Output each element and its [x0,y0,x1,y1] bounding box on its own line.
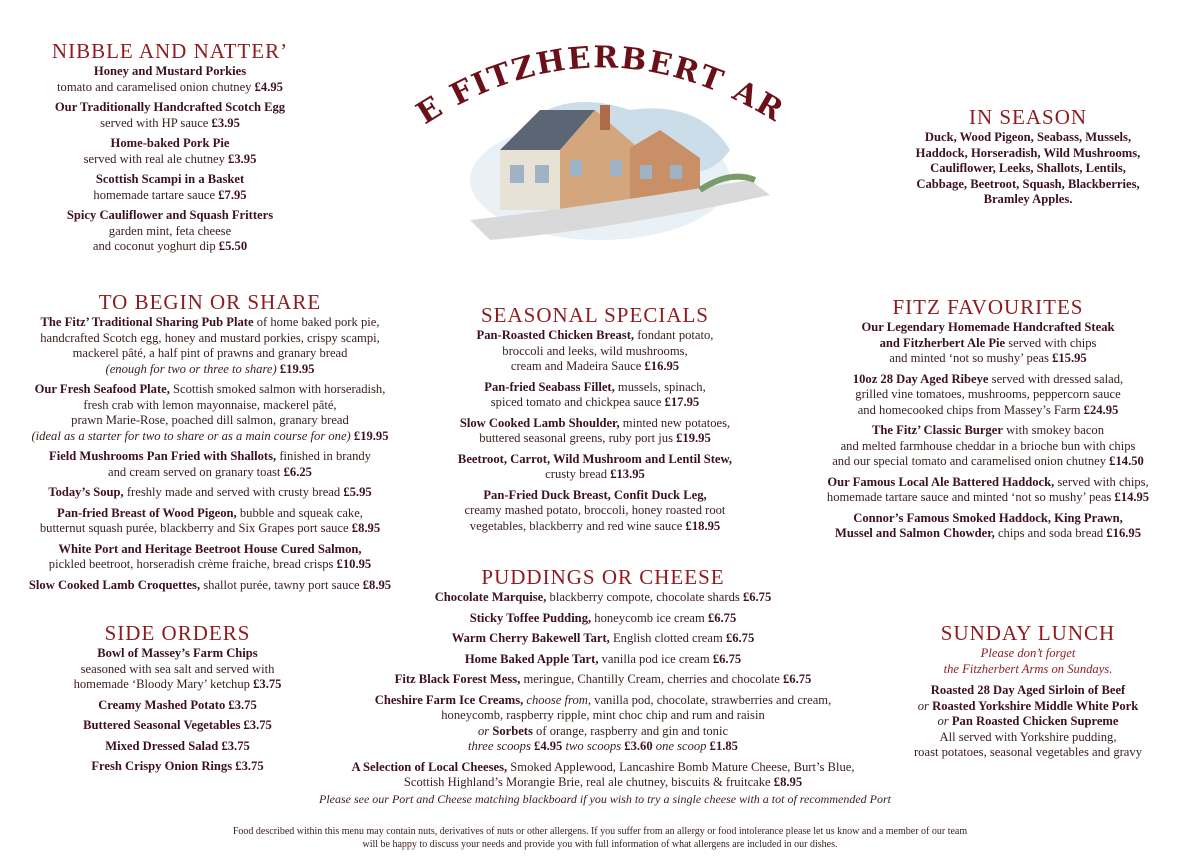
menu-item-line [900,177,1156,193]
dish-name: £17.95 [664,395,700,409]
description-text: seasoned with sea salt and served with [80,661,275,676]
dish-name: Sorbets [492,723,533,738]
dish-name: and Fitzherbert Ale Pie [879,335,1006,350]
menu-item-line [10,465,410,481]
menu-item-line [320,611,886,627]
svg-text:THE FITZHERBERT ARMS: E FITZHERBERT AR [410,40,790,132]
dish-name: Buttered Seasonal Vegetables £3.75 [83,718,272,732]
description-text: shallot purée, tawny port sauce [200,577,363,592]
menu-item [790,320,1186,367]
menu-item [10,382,410,444]
menu-item [320,672,886,688]
section-nibble [20,40,320,260]
menu-item-line [10,315,410,331]
menu-item-line [20,224,320,240]
dish-name: Pan-fried Breast of Wood Pigeon, [57,505,237,520]
menu-item [430,488,760,535]
menu-item-line [790,454,1186,470]
menu-item [900,683,1156,761]
dish-name: Chocolate Marquise, [434,590,547,604]
description-text: honeycomb ice cream [591,610,708,625]
menu-item-line [320,708,886,724]
description-text: honeycomb, raspberry ripple, mint choc chip and rum and raisin [441,708,765,722]
menu-item-line [20,172,320,188]
menu-item-line [790,439,1186,455]
description-text: minted new potatoes, [619,415,731,430]
description-text: and cream served on granary toast [108,464,284,479]
menu-item-line [20,208,320,224]
dish-name: £7.95 [218,187,247,202]
dish-name: £1.85 [709,739,738,753]
dish-name: Beetroot, Carrot, Wild Mushroom and Lentil Stew, [457,451,733,466]
dish-name: Mussel and Salmon Chowder, [835,526,995,540]
description-text: homemade ‘Bloody Mary’ ketchup [73,677,254,691]
menu-item-line [430,344,760,360]
section-title: SEASONAL SPECIALS [480,303,709,327]
dish-name: £10.95 [336,557,372,571]
menu-item-line [10,429,410,445]
dish-name: A Selection of Local Cheeses, [351,759,508,774]
menu-item [40,698,315,714]
menu-item [40,646,315,693]
menu-item-line [40,698,315,714]
dish-name: £5.50 [218,239,248,253]
description-text: All served with Yorkshire pudding, [939,729,1117,744]
dish-name: Our Legendary Homemade Handcrafted Steak [861,320,1115,334]
menu-item-line [430,503,760,519]
dish-name: £5.95 [343,485,372,499]
menu-item-line [10,521,410,537]
description-text: with smokey bacon [1002,423,1105,437]
menu-item-line [10,346,410,362]
menu-item-line [900,161,1156,177]
pub-logo [410,30,790,255]
description-text: English clotted cream [609,631,726,645]
menu-item-line [790,475,1186,491]
menu-item [790,511,1186,542]
description-text: pickled beetroot, horseradish crème fraiche, bread crisps [48,557,337,571]
dish-name: Haddock, Horseradish, Wild Mushrooms, [915,145,1141,160]
dish-name: Today’s Soup, [48,485,124,499]
menu-item [790,423,1186,470]
description-text: spiced tomato and chickpea sauce [490,395,665,409]
note-text: one scoop [655,739,710,753]
dish-name: £4.95 [254,79,283,94]
section-subtitle [900,646,1156,677]
dish-name: Creamy Mashed Potato £3.75 [98,697,257,712]
description-text: prawn Marie-Rose, poached dill salmon, granary bread [71,413,349,427]
description-text: chips and soda bread [994,526,1107,540]
dish-name: Pan-Fried Duck Breast, Confit Duck Leg, [483,487,707,502]
dish-name: £19.95 [353,428,389,443]
section-title: PUDDINGS OR CHEESE [481,565,725,589]
menu-item [10,315,410,377]
dish-name: Slow Cooked Lamb Shoulder, [459,415,620,430]
dish-name: £6.75 [707,610,737,625]
menu-item-line [10,331,410,347]
menu-item-line [430,359,760,375]
menu-item [20,100,320,131]
menu-item [20,136,320,167]
menu-item [20,64,320,95]
description-text: served with HP sauce [100,115,212,130]
menu-item-line [20,116,320,132]
menu-item [10,506,410,537]
dish-name: £15.95 [1052,351,1087,365]
menu-item [900,130,1156,208]
section-puddings [320,566,886,796]
description-text: homemade tartare sauce and minted ‘not so mushy’ peas [826,490,1115,504]
menu-item-line [900,130,1156,146]
dish-name: £3.95 [211,115,240,130]
dish-name: Sticky Toffee Pudding, [469,610,592,625]
menu-item-line [900,192,1156,208]
dish-name: £4.95 [534,739,566,753]
dish-name: Honey and Mustard Porkies [93,64,247,78]
dish-name: £8.95 [773,775,803,789]
menu-item-line [320,590,886,606]
dish-name: £3.60 [624,739,656,753]
allergen-footer [0,825,1200,851]
section-favourites [790,296,1186,547]
menu-item-line [900,683,1156,699]
menu-item-line [40,759,315,775]
menu-item-line [40,646,315,662]
section-title: SUNDAY LUNCH [940,621,1116,645]
note-text: (ideal as a starter for two to share or as a main course for one) [31,428,354,443]
dish-name: Warm Cherry Bakewell Tart, [451,631,610,645]
menu-item-line [10,413,410,429]
dish-name: Pan Roasted Chicken Supreme [951,714,1119,728]
description-text: of orange, raspberry and gin and tonic [532,723,729,738]
section-title: TO BEGIN OR SHARE [98,290,322,314]
description-text: mussels, spinach, [614,379,706,394]
section-title: IN SEASON [968,105,1088,129]
dish-name: Connor’s Famous Smoked Haddock, King Prawn, [853,510,1123,525]
dish-name: £14.50 [1109,454,1144,468]
dish-name: Spicy Cauliflower and Squash Fritters [66,208,274,222]
menu-item-line [10,506,410,522]
menu-item-line [320,631,886,647]
description-text: served with real ale chutney [83,151,229,166]
description-text: cream and Madeira Sauce [510,359,645,373]
dish-name: £24.95 [1083,402,1119,417]
dish-name: Fresh Crispy Onion Rings £3.75 [91,759,264,773]
section-title: SIDE ORDERS [104,621,251,645]
menu-item-line [900,699,1156,715]
menu-item-line [320,672,886,688]
description-text: crusty bread [545,467,611,481]
menu-item-line [40,662,315,678]
description-text: buttered seasonal greens, ruby port jus [479,431,677,445]
menu-item-line [20,188,320,204]
section-in-season [900,106,1156,213]
subtitle-line: the Fitzherbert Arms on Sundays. [943,661,1113,676]
description-text: served with chips, [1054,474,1149,489]
description-text: garden mint, feta cheese [108,223,232,238]
menu-item-line [320,652,886,668]
description-text: grilled vine tomatoes, mushrooms, peppercorn sauce [855,387,1121,401]
menu-item-line [320,739,886,755]
menu-item [430,452,760,483]
subtitle-line: Please don’t forget [980,646,1076,660]
section-to-begin [10,291,410,598]
dish-name: £8.95 [351,521,381,535]
dish-name: Bramley Apples. [983,192,1073,206]
description-text: broccoli and leeks, wild mushrooms, [502,343,688,358]
menu-item-line [790,511,1186,527]
menu-item-line [790,490,1186,506]
description-text: and coconut yoghurt dip [92,239,219,253]
description-text: vanilla pod ice cream [598,651,713,666]
menu-item [430,416,760,447]
dish-name: Scottish Scampi in a Basket [95,172,245,186]
description-text: Scottish smoked salmon with horseradish, [169,382,386,396]
description-text: of home baked pork pie, [253,315,380,329]
menu-item-line [10,382,410,398]
dish-name: £14.95 [1114,490,1150,504]
menu-item-line [790,351,1186,367]
dish-name: The Fitz’ Classic Burger [871,423,1003,437]
menu-item [430,380,760,411]
menu-item-line [20,64,320,80]
dish-name: Our Traditionally Handcrafted Scotch Egg [54,100,286,114]
dish-name: £6.75 [782,672,812,686]
menu-item-line [10,398,410,414]
description-text: Smoked Applewood, Lancashire Bomb Mature Cheese, Burt’s Blue, [507,759,855,774]
dish-name: White Port and Heritage Beetroot House Cured Salmon, [58,541,362,556]
menu-item [320,652,886,668]
description-text: bubble and squeak cake, [236,505,363,520]
dish-name: £16.95 [1106,526,1141,540]
footer-line: will be happy to discuss your needs and provide you with full information of what allergens are included in our dishes. [362,839,838,850]
description-text: freshly made and served with crusty bread [123,485,344,499]
dish-name: £18.95 [685,518,721,533]
menu-item-line [790,403,1186,419]
menu-item-line [430,380,760,396]
menu-item [40,759,315,775]
dish-name: £19.95 [676,431,711,445]
note-text: or [917,698,933,713]
menu-item-line [430,488,760,504]
dish-name: Duck, Wood Pigeon, Seabass, Mussels, [924,130,1132,144]
dish-name: Our Fresh Seafood Plate, [34,382,170,396]
menu-item [430,328,760,375]
dish-name: Mixed Dressed Salad £3.75 [105,738,250,753]
menu-item-line [20,136,320,152]
menu-item-line [790,320,1186,336]
menu-item-line [20,100,320,116]
description-text: homemade tartare sauce [93,187,219,202]
section-seasonal [430,304,760,539]
menu-item-line [900,730,1156,746]
dish-name: £16.95 [644,359,680,373]
description-text: butternut squash purée, blackberry and Six Grapes port sauce [39,521,352,535]
description-text: and minted ‘not so mushy’ peas [889,351,1053,365]
description-text: mackerel pâté, a half pint of prawns and granary bread [72,346,348,360]
menu-item-line [430,416,760,432]
menu-item [320,693,886,755]
menu-item-line [790,423,1186,439]
menu-item [20,208,320,255]
menu-item-line [10,485,410,501]
dish-name: £6.75 [712,651,742,666]
description-text: meringue, Chantilly Cream, cherries and chocolate [520,672,783,686]
description-text: tomato and caramelised onion chutney [57,79,255,94]
dish-name: £3.75 [253,677,282,691]
dish-name: £13.95 [610,467,645,481]
dish-name: Home Baked Apple Tart, [464,651,599,666]
description-text: handcrafted Scotch egg, honey and mustard porkies, crispy scampi, [40,330,380,345]
dish-name: £3.95 [228,151,257,166]
menu-item-line [40,677,315,693]
dish-name: Roasted 28 Day Aged Sirloin of Beef [930,683,1126,697]
menu-item [320,631,886,647]
menu-item-line [20,80,320,96]
note-text: or [477,723,493,738]
dish-name: £8.95 [362,577,392,592]
dish-name: £19.95 [279,361,315,376]
menu-item-line [430,467,760,483]
menu-item-line [320,693,886,709]
description-text: and our special tomato and caramelised onion chutney [832,454,1110,468]
menu-item-line [430,395,760,411]
menu-item-line [10,449,410,465]
menu-item [20,172,320,203]
menu-item-line [10,362,410,378]
section-sides [40,622,315,780]
description-text: served with chips [1005,335,1097,350]
note-text: three scoops [468,739,535,753]
menu-item-line [790,336,1186,352]
menu-item [320,590,886,606]
description-text: and melted farmhouse cheddar in a brioche bun with chips [840,438,1136,453]
section-title: FITZ FAVOURITES [892,295,1084,319]
description-text: fondant potato, [634,328,714,342]
description-text: vanilla pod, chocolate, strawberries and cream, [591,692,832,707]
menu-item-line [790,526,1186,542]
menu-item-line [900,714,1156,730]
menu-item-line [900,745,1156,761]
description-text: vegetables, blackberry and red wine sauce [469,518,686,533]
description-text: finished in brandy [276,449,371,463]
dish-name: Cabbage, Beetroot, Squash, Blackberries, [916,176,1140,191]
menu-item-line [20,152,320,168]
dish-name: Pan-Roasted Chicken Breast, [476,328,635,342]
menu-item [320,611,886,627]
menu-item [40,718,315,734]
menu-item-line [320,760,886,776]
menu-item-line [790,372,1186,388]
description-text: fresh crab with lemon mayonnaise, mackerel pâté, [83,397,337,412]
menu-item-line [40,718,315,734]
menu-item-line [320,775,886,791]
menu-item [10,449,410,480]
dish-name: £6.25 [283,464,312,479]
menu-item [790,475,1186,506]
dish-name: 10oz 28 Day Aged Ribeye [852,371,989,386]
footer-line: Food described within this menu may contain nuts, derivatives of nuts or other allergens. If you suffer from an allergy or food intolerance please let us know and a member of our team [232,826,968,837]
menu-item-line [430,328,760,344]
section-title: NIBBLE AND NATTER’ [51,39,289,63]
dish-name: Cheshire Farm Ice Creams, [374,692,524,707]
dish-name: Roasted Yorkshire Middle White Pork [932,698,1139,713]
cheese-note: Please see our Port and Cheese matching blackboard if you wish to try a single cheese with a tot of recommended Port [318,792,891,806]
menu-item-line [790,387,1186,403]
dish-name: Field Mushrooms Pan Fried with Shallots, [49,449,277,463]
description-text: blackberry compote, chocolate shards [546,590,743,604]
dish-name: Slow Cooked Lamb Croquettes, [28,577,201,592]
dish-name: The Fitz’ Traditional Sharing Pub Plate [40,315,254,329]
dish-name: Cauliflower, Leeks, Shallots, Lentils, [930,161,1126,175]
dish-name: £6.75 [742,590,772,604]
menu-item-line [900,146,1156,162]
description-text: and homecooked chips from Massey’s Farm [857,402,1084,417]
menu-item [790,372,1186,419]
menu-item [320,760,886,791]
menu-item [40,739,315,755]
menu-item-line [10,542,410,558]
menu-item-line [320,724,886,740]
menu-item-line [430,452,760,468]
menu-item-line [430,431,760,447]
dish-name: Home-baked Pork Pie [110,136,230,150]
note-text: (enough for two or three to share) [105,361,280,376]
note-text: or [937,714,952,728]
dish-name: Bowl of Massey’s Farm Chips [97,646,258,660]
menu-item-line [20,239,320,255]
dish-name: £6.75 [725,631,755,645]
menu-item-line [430,519,760,535]
note-text: choose from, [523,692,592,707]
note-text: two scoops [565,739,625,753]
description-text: served with dressed salad, [988,371,1124,386]
dish-name: Our Famous Local Ale Battered Haddock, [827,474,1055,489]
dish-name: Pan-fried Seabass Fillet, [484,379,615,394]
section-sunday [900,622,1156,766]
description-text: creamy mashed potato, broccoli, honey roasted root [464,503,726,517]
description-text: Scottish Highland’s Morangie Brie, real ale chutney, biscuits & fruitcake [403,775,774,789]
menu-item-line [40,739,315,755]
dish-name: Fitz Black Forest Mess, [394,672,521,686]
menu-item [10,485,410,501]
description-text: roast potatoes, seasonal vegetables and gravy [913,745,1142,759]
